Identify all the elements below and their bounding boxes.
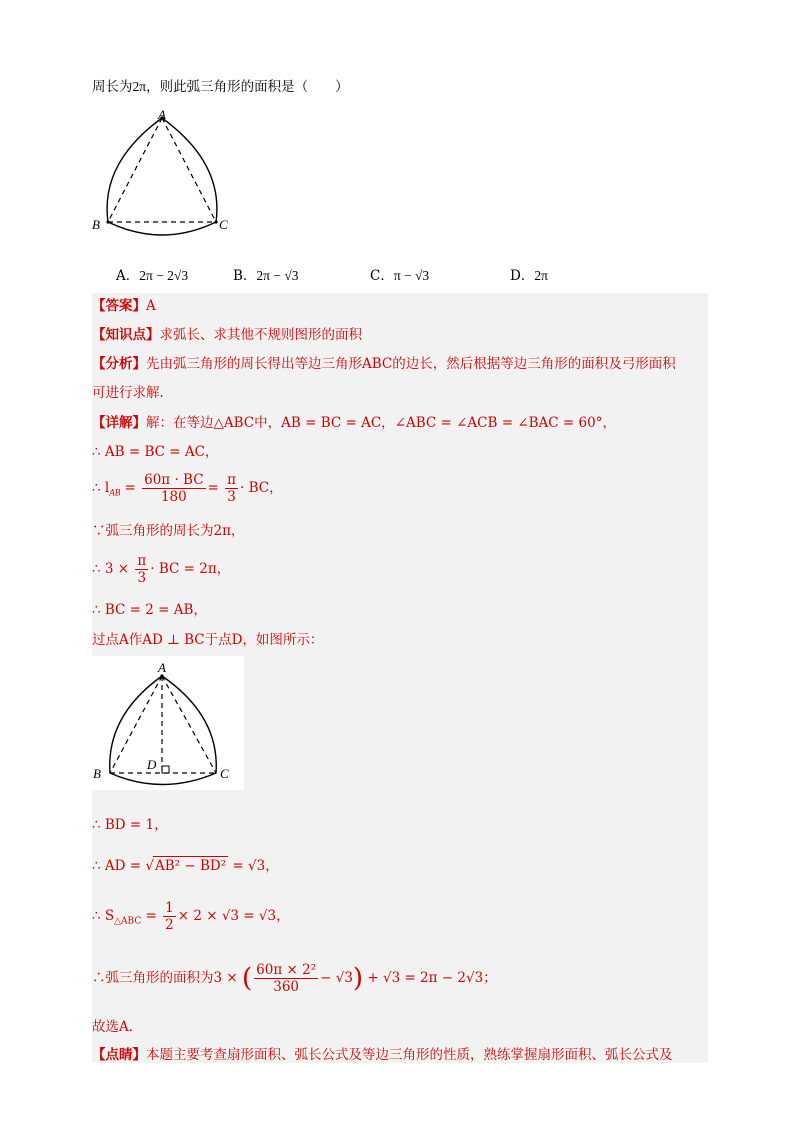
fig1-label-a: A [158,108,166,122]
detail-text-1: 解：在等边△ABC中，AB = BC = AC，∠ABC = ∠ACB = ∠BAC = 60°， [146,415,616,431]
answer-value: A [146,298,156,314]
detail-line-3: ∴ $l_{AB}$ = $\frac{60\pi \cdot BC}{180}$ = $\frac{\pi}{3}$ · BC， [92,472,283,505]
fraction-den-2: 3 [227,489,236,505]
fraction-num: 60π · BC [144,472,204,488]
ad-tail: = √3， [232,858,279,874]
comment-line [92,1046,673,1064]
detail-line-4: ∵弧三角形的周长为2π， [92,523,245,539]
option-b-text: 2π − √3 [256,268,299,283]
area-tail: × 2 × √3 = √3， [177,908,290,924]
fig2-label-b: B [93,766,101,781]
option-d[interactable] [510,264,548,284]
knowledge-line [92,326,362,344]
figure-reuleaux-with-altitude [92,656,244,790]
answer-line [92,297,156,315]
detail-line-2: ∴ AB = BC = AC， [92,444,219,460]
area-pre: ∴ S [92,908,115,924]
fraction-arc-length [142,472,205,505]
option-c-letter: C． [370,268,394,284]
total-mid: − √3 [320,970,353,986]
analysis-line-2: 可进行求解. [92,385,164,401]
detail-line-6: ∴ BC = 2 = AB， [92,602,207,618]
ad-pre: ∴ AD = [92,858,142,874]
fig2-label-c: C [220,766,229,781]
perimeter-pre: ∴ 3 × [92,561,130,577]
detail-line-11: ∴弧三角形的面积为3 × ( $\frac{\text{60π × 2²}}{360}$ − √3) + √3 = 2π − 2√3； [92,962,497,995]
stem-suffix: ，则此弧三角形的面积是（ ） [146,79,349,95]
fraction-den-5: 360 [273,979,300,995]
fraction-pi-3 [225,472,238,505]
figure-reuleaux-triangle [88,108,238,240]
fraction-sector [254,962,318,995]
fraction-den-4: 2 [165,917,174,933]
analysis-tag: 【分析】 [92,356,146,372]
arc-length-lhs: ∴ l [92,480,110,496]
fraction-den: 180 [160,489,187,505]
analysis-text-1: 先由弧三角形的周长得出等边三角形ABC的边长，然后根据等边三角形的面积及弓形面积 [146,356,676,372]
arc-length-tail: · BC， [240,480,283,496]
detail-line-8: ∴ BD = 1， [92,817,168,833]
option-c[interactable] [370,264,429,284]
fraction-perimeter [135,553,148,586]
fraction-num-5: 60π × 2² [256,962,317,978]
detail-line-1 [92,414,616,432]
stem-value: 2π [132,79,147,94]
detail-tag: 【详解】 [92,415,146,431]
fig1-label-b: B [92,217,100,232]
fig2-label-d: D [147,757,157,772]
detail-line-10: ∴ $S_{\triangle ABC}$ = $\frac{1}{2}$ × 2 × √3 = √3， [92,900,290,933]
total-pre: ∴弧三角形的面积为3 × [92,970,238,986]
analysis-line-1 [92,355,676,373]
fraction-num-4: 1 [165,900,174,916]
fig2-label-a: A [158,660,166,675]
option-d-text: 2π [534,268,548,283]
stem-prefix: 周长为 [92,79,133,95]
knowledge-value: 求弧长、求其他不规则图形的面积 [159,327,362,343]
option-d-letter: D． [510,268,535,284]
fraction-half [163,900,176,933]
perimeter-tail: · BC = 2π， [150,561,231,577]
question-stem [92,78,349,96]
option-c-text: π − √3 [393,268,430,283]
comment-tag: 【点睛】 [92,1047,146,1063]
area-sub: △ABC [114,916,142,927]
fraction-num-3: π [137,553,147,569]
option-a[interactable] [116,264,188,284]
comment-text: 本题主要考查扇形面积、弧长公式及等边三角形的性质，熟练掌握扇形面积、弧长公式及 [146,1047,673,1063]
fig1-label-c: C [219,217,228,232]
detail-line-5 [92,553,230,586]
option-a-letter: A． [116,268,140,284]
knowledge-tag: 【知识点】 [92,327,160,343]
answer-tag: 【答案】 [92,298,146,314]
option-b[interactable] [233,264,299,284]
detail-line-9: ∴ AD = √AB² − BD² = √3， [92,858,279,874]
ad-radicand: AB² − BD² [154,858,227,874]
detail-line-12: 故选A. [92,1019,134,1035]
total-tail: + √3 = 2π − 2√3； [367,970,497,986]
option-b-letter: B． [233,268,257,284]
arc-length-sub: AB [109,487,121,498]
detail-line-7: 过点A作AD ⊥ BC于点D，如图所示： [92,632,324,648]
option-a-text: 2π − 2√3 [139,268,189,283]
fraction-num-2: π [227,472,237,488]
fraction-den-3: 3 [137,570,147,586]
